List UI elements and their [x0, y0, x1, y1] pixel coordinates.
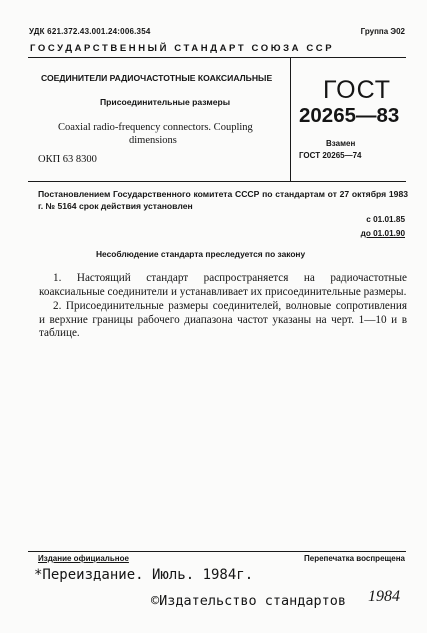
- udk-code: УДК 621.372.43.001.24:006.354: [29, 27, 151, 36]
- title-en-line2: dimensions: [129, 135, 177, 146]
- title-divider: [290, 57, 291, 181]
- reissue-note: *Переиздание. Июль. 1984г.: [34, 567, 254, 583]
- publisher-copyright: ©Издательство стандартов: [151, 593, 347, 609]
- decree-date-to: до 01.01.90: [360, 229, 405, 238]
- title-bottom-rule: [28, 181, 406, 182]
- title-top-rule: [28, 57, 406, 58]
- title-en-line1: Coaxial radio-frequency connectors. Coupling: [58, 122, 253, 133]
- okp-code: ОКП 63 8300: [38, 154, 97, 165]
- paragraph-2: 2. Присоединительные размеры соединителей, волновые сопротивления и верхние границы рабочего диапазона частот указаны на черт. 1—10 и в таблице.: [39, 300, 407, 339]
- body-text: [39, 272, 407, 341]
- gost-label: ГОСТ: [323, 76, 392, 104]
- reprint-prohibited: Перепечатка воспрещена: [304, 554, 405, 563]
- decree-text: Постановлением Государственного комитета СССР по стандартам от 27 октября 1983 г. № 5164 срок действия установлен: [38, 189, 408, 211]
- footer-rule: [28, 551, 406, 552]
- subtitle-ru: Присоединительные размеры: [100, 97, 231, 107]
- gost-number: 20265—83: [299, 104, 400, 127]
- replaces-gost: ГОСТ 20265—74: [299, 151, 362, 160]
- group-code: Группа Э02: [360, 27, 405, 36]
- decree-date-from: с 01.01.85: [366, 215, 405, 224]
- title-ru: СОЕДИНИТЕЛИ РАДИОЧАСТОТНЫЕ КОАКСИАЛЬНЫЕ: [41, 73, 273, 83]
- handwritten-year: 1984: [368, 588, 400, 605]
- law-warning: Несоблюдение стандарта преследуется по закону: [96, 249, 306, 259]
- replaces-label: Взамен: [326, 139, 356, 148]
- paragraph-1: 1. Настоящий стандарт распространяется на радиочастотные коаксиальные соединители и устанавливает их присоединительные размеры.: [39, 272, 407, 298]
- official-edition: Издание официальное: [38, 554, 129, 563]
- standard-title: ГОСУДАРСТВЕННЫЙ СТАНДАРТ СОЮЗА ССР: [30, 43, 335, 54]
